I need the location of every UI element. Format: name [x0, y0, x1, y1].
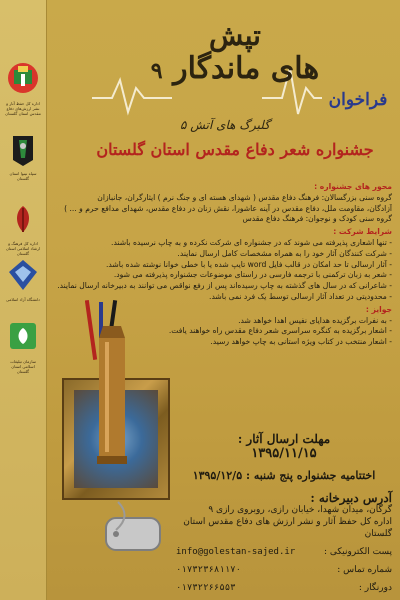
title-line-1: تپش	[209, 19, 261, 52]
awards-heading: جوایز :	[365, 304, 392, 314]
logo-caption: سپاه نینوا استان گلستان	[9, 171, 37, 181]
dog-tag-icon	[98, 500, 168, 560]
title-line-2-text: های ماندگار	[173, 51, 320, 86]
iran-emblem-icon	[5, 200, 41, 240]
closing-ceremony	[176, 469, 392, 482]
topic-line: گروه سنی کودک و نوجوان: فرهنگ دفاع مقدس	[242, 214, 392, 224]
conditions-heading: شرایط شرکت :	[333, 227, 392, 237]
address-section	[176, 492, 392, 594]
phone-label: شماره تماس :	[337, 565, 392, 575]
phone-number: ۰۱۷۳۲۳۶۸۱۱۷۰	[176, 565, 242, 575]
fax-label: دورنگار :	[358, 583, 392, 593]
deadline-date: ۱۳۹۵/۱۱/۱۵	[251, 446, 317, 461]
condition-line: - محدودیتی در تعداد آثار ارسالی توسط یک فرد نمی باشد.	[209, 291, 392, 301]
logo-caption: اداره کل فرهنگ و ارشاد اسلامی استان گلستان	[5, 241, 41, 256]
army-emblem-icon	[5, 60, 41, 100]
address-line-2: اداره کل حفظ آثار و نشر ارزش های دفاع مقدس استان گلستان	[183, 517, 392, 539]
university-emblem-icon	[5, 256, 41, 296]
fax-number: ۰۱۷۳۲۲۶۶۵۵۳	[176, 583, 236, 593]
topic-line: گروه سنی بزرگسالان: فرهنگ دفاع مقدس ( شهدای هسته ای و جنگ نرم ) ایثارگران، جانبازان	[97, 192, 392, 202]
condition-line: - شرکت کنندگان آثار خود را به همراه مشخصات کامل ارسال نمایند.	[177, 248, 392, 258]
edition-number: ۹	[150, 58, 163, 84]
logo-caption: اداره کل حفظ آثار و نشر ارزش‌های دفاع مقدس استان گلستان	[5, 101, 41, 116]
topics-heading: محور های جشنواره :	[314, 182, 392, 191]
award-line: - به نفرات برگزیده هدایای نفیس اهدا خواهد شد.	[238, 315, 392, 325]
sponsor-sidebar	[0, 0, 47, 600]
poster-subtitle: گلبرگ های آتش ۵	[180, 118, 270, 132]
closing-label: اختتامیه جشنواره پنج شنبه :	[245, 469, 376, 482]
sepah-logo	[5, 130, 41, 181]
condition-line: - شعر به زبان ترکمنی با ترجمه فارسی در راستای موضوعات جشنواره پذیرفته می شود.	[113, 270, 392, 280]
closing-date: ۱۳۹۵/۱۲/۵	[192, 469, 243, 482]
green-logo	[5, 318, 41, 374]
army-logo	[5, 60, 41, 116]
poster-title	[150, 20, 320, 88]
green-emblem-icon	[5, 318, 41, 358]
title-line-2	[150, 52, 320, 88]
bullet-shell-icon	[95, 318, 129, 468]
logo-caption: سازمان تبلیغات اسلامی استان گلستان	[10, 359, 36, 374]
email-row	[176, 546, 392, 558]
deadline-section	[176, 432, 392, 482]
festival-name: جشنواره شعر دفاع مقدس استان گلستان	[96, 140, 374, 159]
condition-line: - تنها اشعاری پذیرفته می شوند که در جشنواره ای شرکت نکرده و به چاپ نرسیده باشند.	[111, 237, 392, 247]
university-logo	[5, 256, 41, 302]
condition-line: - آثار ارسالی تا حد امکان در قالب فایل word تایپ شده یا با خطی خوانا نوشته شده باشد.	[106, 259, 392, 269]
call-label: فراخوان	[328, 90, 388, 110]
deadline-heading: مهلت ارسال آثار :	[237, 432, 331, 446]
email-label: پست الکترونیکی :	[323, 547, 392, 557]
address-heading: آدرس دبیرخانه :	[310, 491, 392, 505]
iran-logo	[5, 200, 41, 256]
fax-row	[176, 582, 392, 594]
topic-line: آزادگان، مقاومت ملل، دفاع مقدس در آینه عاشورا، نقش زنان در دفاع مقدس، شهدای مدافع حرم و ... )	[64, 203, 392, 213]
award-line: - اشعار برگزیده به کنگره سراسری شعر دفاع مقدس راه خواهند یافت.	[168, 326, 392, 336]
phone-row	[176, 564, 392, 576]
logo-caption: دانشگاه آزاد اسلامی	[6, 297, 40, 302]
award-line: - اشعار منتخب در کتاب ویژه استانی به چاپ خواهد رسید.	[210, 337, 392, 347]
address-line-1: گرگان، میدان شهدا، خیابان رازی، روبروی رازی ۹	[208, 505, 392, 515]
condition-line: - شاعرانی که در سال های گذشته به چاپ رسیده‌اند پس از رفع نواقص می توانند به دبیرخانه ارسال نمایند.	[57, 281, 392, 291]
sepah-emblem-icon	[5, 130, 41, 170]
email-link[interactable]: info@golestan-sajed.ir	[176, 547, 296, 557]
